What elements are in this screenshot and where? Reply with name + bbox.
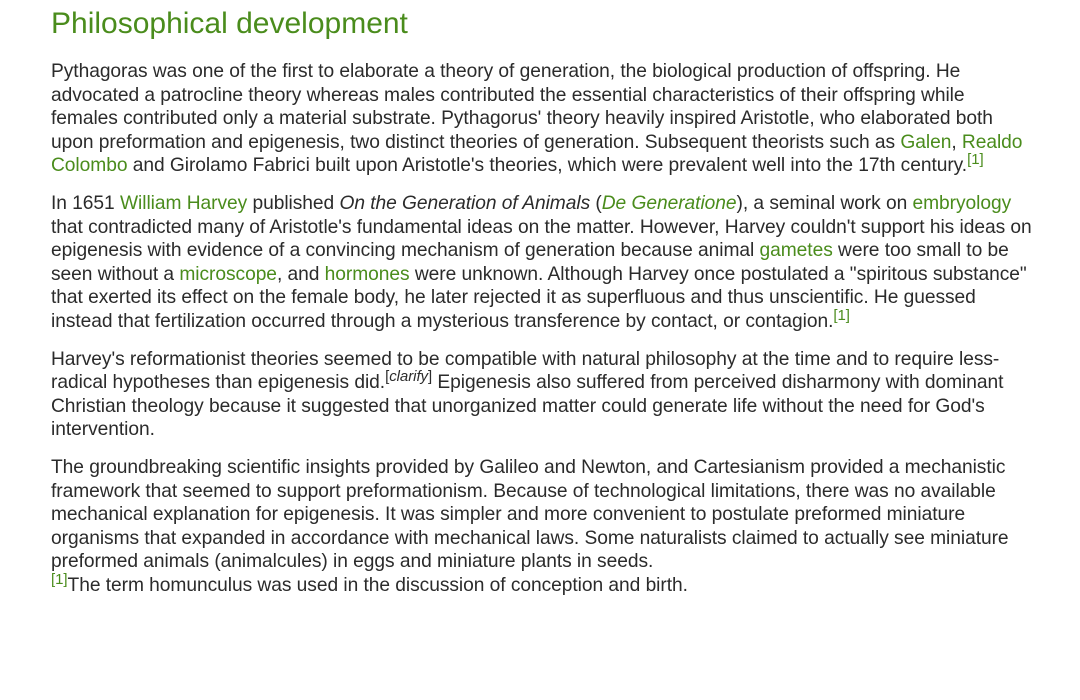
reference-link[interactable]: [1] xyxy=(833,306,850,324)
link-microscope[interactable]: microscope xyxy=(179,263,277,285)
text: The groundbreaking scientific insights provided by Galileo and Newton, and Cartesianism provided a mechanistic framework that seemed to support preformationism. Because of technological limitations, there was no available mechanical explanation for epigenesis. It was simpler and more convenient to postulate preformed miniature organisms that expanded in accordance with mechanical laws. Some naturalists claimed to actually see miniature preformed animals (animalcules) in eggs and miniature plants in seeds. xyxy=(51,456,1009,573)
section-heading: Philosophical development xyxy=(51,7,408,40)
text: that contradicted many of Aristotle's fundamental ideas on the matter. However, Harvey couldn't support his ideas on epigenesis with evidence of a convincing mechanism of generation because animal xyxy=(51,216,1032,262)
bracket: ] xyxy=(428,368,433,386)
book-title: On the Generation of Animals xyxy=(339,192,591,214)
text: were too small to be seen without a xyxy=(51,240,1009,285)
link-william-harvey[interactable]: William Harvey xyxy=(119,192,248,214)
text: and Girolamo Fabrici built upon Aristotle's theories, which were prevalent well into the 17th century. xyxy=(127,155,968,177)
link-de-generatione[interactable]: De Generatione xyxy=(601,192,737,214)
text: ( xyxy=(590,192,602,214)
paragraph-pythagoras xyxy=(51,60,1036,178)
text: In 1651 xyxy=(51,192,120,214)
link-gametes[interactable]: gametes xyxy=(759,240,833,262)
text: published xyxy=(247,192,340,214)
text: , and xyxy=(276,263,325,285)
text: Harvey's reformationist theories seemed to be compatible with natural philosophy at the time and to require less-radical hypotheses than epigenesis did. xyxy=(51,348,1000,394)
text: Pythagoras was one of the first to elaborate a theory of generation, the biological production of offspring. He advocated a patrocline theory whereas males contributed the essential characteristics of their offspring while females contributed only a material substrate. Pythagorus' theory heavily inspired Aristotle, who elaborated both upon preformation and epigenesis, two distinct theories of generation. Subsequent theorists such as xyxy=(51,61,993,153)
text: , xyxy=(951,131,962,153)
link-hormones[interactable]: hormones xyxy=(324,263,410,285)
text: ), a seminal work on xyxy=(736,192,913,214)
paragraph-groundbreaking xyxy=(51,456,1036,598)
text: were unknown. Although Harvey once postulated a "spiritous substance" that exerted its effect on the female body, he later rejected it as superfluous and thus unscientific. He guessed instead that fertilization occurred through a mysterious transference by contact, or contagion. xyxy=(51,263,1027,332)
text: The term homunculus was used in the discussion of conception and birth. xyxy=(67,574,688,596)
text: Epigenesis also suffered from perceived disharmony with dominant Christian theology because it suggested that unorganized matter could generate life without the need for God's intervention. xyxy=(51,372,1004,441)
link-embryology[interactable]: embryology xyxy=(912,192,1012,214)
reference-1 xyxy=(967,151,984,168)
link-clarify[interactable]: clarify xyxy=(389,368,429,386)
reference-link[interactable]: [1] xyxy=(51,570,68,588)
reference-1 xyxy=(833,307,850,324)
link-galen[interactable]: Galen xyxy=(900,131,952,153)
paragraph-harvey xyxy=(51,192,1036,334)
reference-link[interactable]: [1] xyxy=(967,151,984,169)
link-realdo-colombo[interactable]: Realdo Colombo xyxy=(51,131,1023,177)
paragraph-reformationist xyxy=(51,348,1036,442)
clarify-note xyxy=(385,368,432,385)
bracket: [ xyxy=(385,368,390,386)
reference-1 xyxy=(51,571,68,588)
article-content xyxy=(51,0,1036,611)
